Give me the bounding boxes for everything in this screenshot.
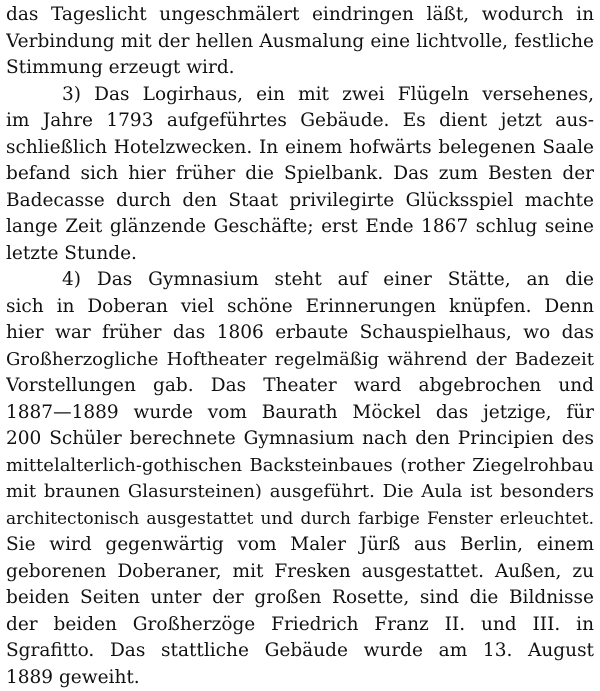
text-line: 3) Das Logirhaus, ein mit zwei Flügeln versehenes,: [6, 82, 594, 109]
text-line: lange Zeit glänzende Geschäfte; erst Ende 1867 schlug seine: [6, 214, 594, 241]
text-line: hier war früher das 1806 erbaute Schauspielhaus, wo das: [6, 320, 594, 347]
paragraph-gymnasium: [6, 267, 594, 691]
text-line: schließlich Hotelzwecken. In einem hofwärts belegenen Saale: [6, 135, 594, 162]
text-line: architectonisch ausgestattet und durch farbige Fenster erleuchtet.: [6, 506, 594, 533]
text-line: 4) Das Gymnasium steht auf einer Stätte, an die: [6, 267, 594, 294]
text-line: das Tageslicht ungeschmälert eindringen läßt, wodurch in: [6, 2, 594, 29]
text-line: mittelalterlich-gothischen Backsteinbaues (rother Ziegelrohbau: [6, 453, 594, 480]
text-line: Sgrafitto. Das stattliche Gebäude wurde am 13. August: [6, 638, 594, 665]
text-line: letzte Stunde.: [6, 241, 594, 268]
text-line: beiden Seiten unter der großen Rosette, sind die Bildnisse: [6, 585, 594, 612]
text-line: 1889 geweiht.: [6, 665, 594, 691]
text-line: Vorstellungen gab. Das Theater ward abgebrochen und: [6, 373, 594, 400]
text-line: befand sich hier früher die Spielbank. Das zum Besten der: [6, 161, 594, 188]
text-line: sich in Doberan viel schöne Erinnerungen knüpfen. Denn: [6, 294, 594, 321]
text-line: Badecasse durch den Staat privilegirte Glücksspiel machte: [6, 188, 594, 215]
text-line: Verbindung mit der hellen Ausmalung eine lichtvolle, festliche: [6, 29, 594, 56]
text-line: 1887—1889 wurde vom Baurath Möckel das jetzige, für: [6, 400, 594, 427]
text-line: mit braunen Glasursteinen) ausgeführt. Die Aula ist besonders: [6, 479, 594, 506]
text-line: der beiden Großherzöge Friedrich Franz II. und III. in: [6, 612, 594, 639]
text-line: 200 Schüler berechnete Gymnasium nach den Principien des: [6, 426, 594, 453]
text-line: Großherzogliche Hoftheater regelmäßig während der Badezeit: [6, 347, 594, 374]
text-line: Stimmung erzeugt wird.: [6, 55, 594, 82]
paragraph-1: [6, 2, 594, 82]
paragraph-logirhaus: [6, 82, 594, 268]
text-line: im Jahre 1793 aufgeführtes Gebäude. Es dient jetzt aus-: [6, 108, 594, 135]
text-line: geborenen Doberaner, mit Fresken ausgestattet. Außen, zu: [6, 559, 594, 586]
text-line: Sie wird gegenwärtig vom Maler Jürß aus Berlin, einem: [6, 532, 594, 559]
